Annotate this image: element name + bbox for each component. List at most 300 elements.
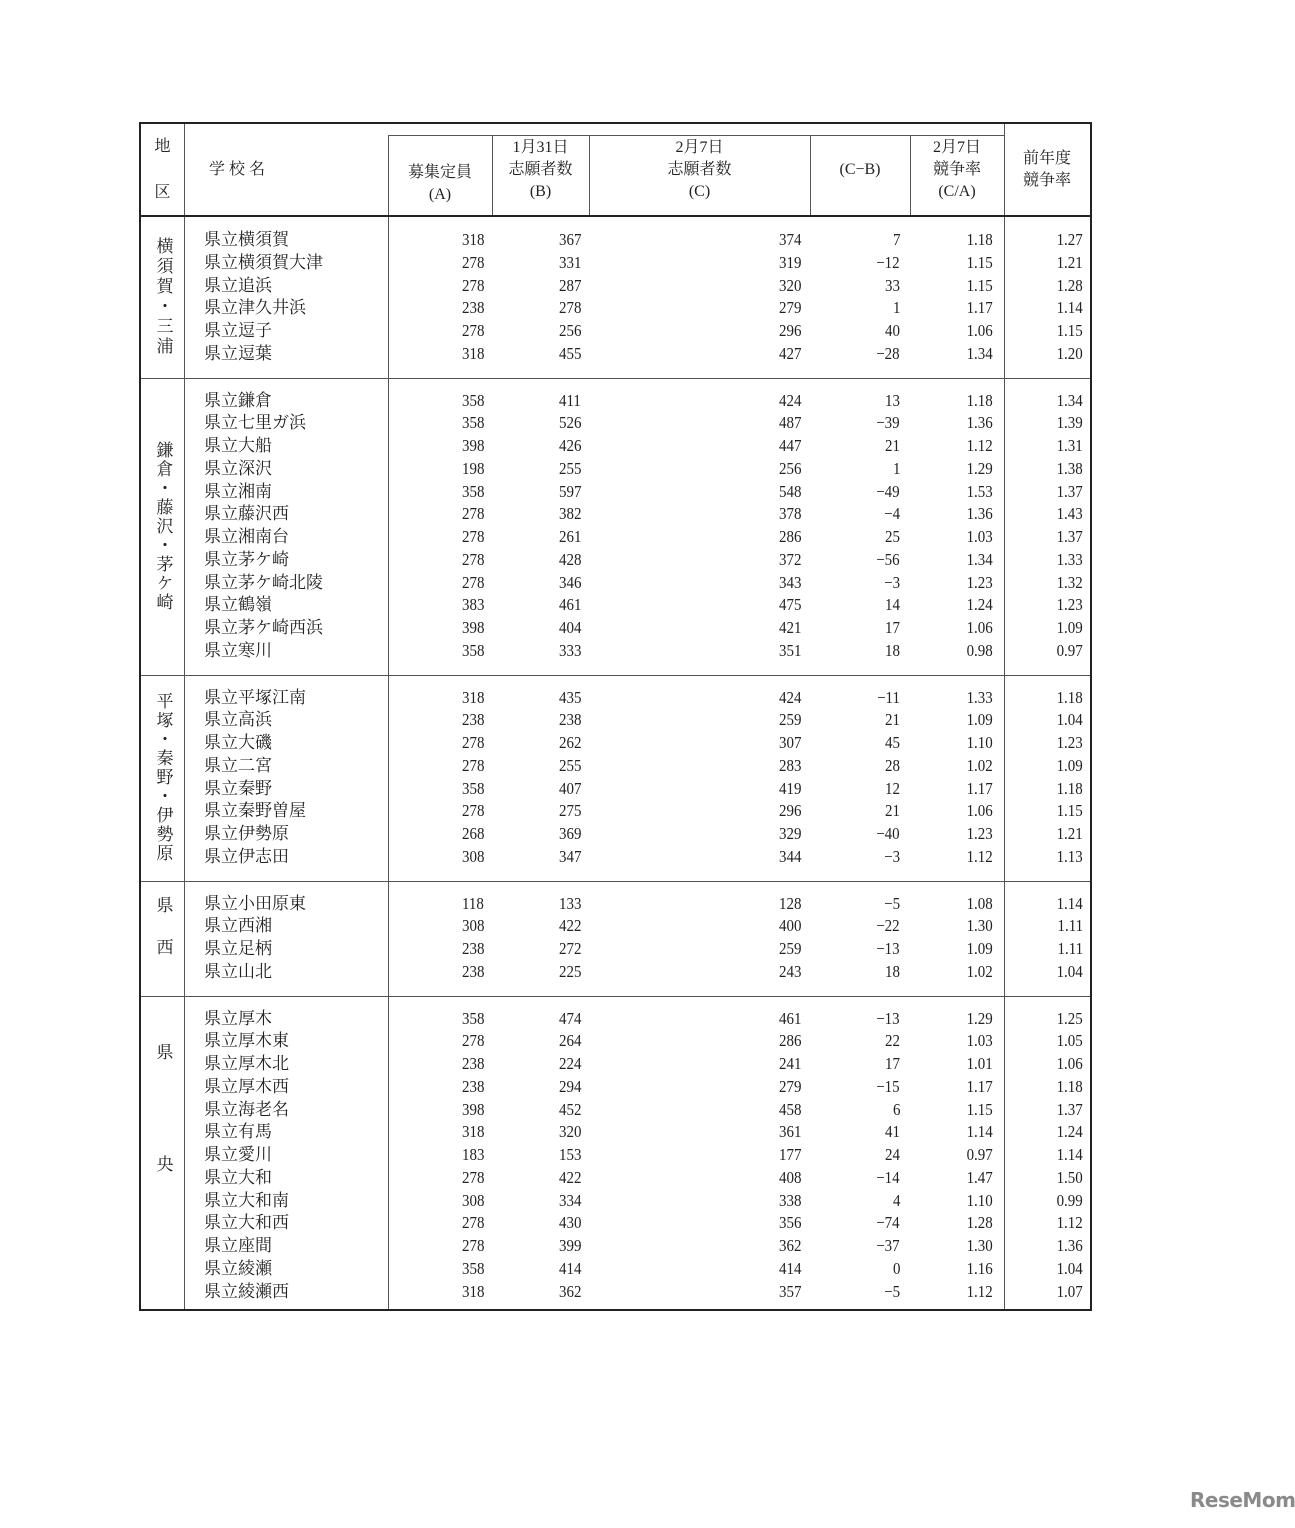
ratio-prev-year: 0.97 <box>1056 640 1083 660</box>
ratio-prev-year: 1.18 <box>1056 687 1083 707</box>
school-name: 県立西湘 <box>204 916 272 936</box>
applicants-feb7: 243 <box>778 961 801 981</box>
ratio-feb7: 0.97 <box>966 1145 993 1164</box>
capacity: 358 <box>461 778 484 798</box>
ratio-feb7: 1.02 <box>966 755 993 775</box>
applicants-jan31: 272 <box>558 939 581 958</box>
table-row <box>141 1258 1090 1281</box>
divider <box>492 135 493 216</box>
ratio-feb7: 1.17 <box>966 778 993 798</box>
ratio-feb7: 1.15 <box>966 252 993 272</box>
applicants-jan31: 428 <box>558 549 581 569</box>
difference: 7 <box>892 230 900 249</box>
school-name: 県立秦野 <box>204 778 272 798</box>
applicants-feb7: 421 <box>778 618 801 637</box>
ratio-feb7: 1.15 <box>966 275 993 295</box>
applicants-feb7: 419 <box>778 778 801 798</box>
ratio-feb7: 1.14 <box>966 1122 993 1142</box>
applicants-feb7: 177 <box>778 1145 801 1164</box>
capacity: 318 <box>461 343 484 363</box>
school-name: 県立茅ケ崎西浜 <box>204 618 323 637</box>
difference: −3 <box>884 572 900 592</box>
applicants-feb7: 259 <box>778 710 801 730</box>
applicants-feb7: 374 <box>778 230 801 249</box>
difference: 41 <box>885 1122 900 1142</box>
applicants-feb7: 307 <box>778 733 801 752</box>
table-row <box>141 709 1090 732</box>
header-e-line: 2月7日 <box>932 139 981 156</box>
applicants-jan31: 452 <box>558 1099 581 1119</box>
applicants-jan31: 294 <box>558 1076 581 1096</box>
school-name: 県立大磯 <box>204 733 272 752</box>
school-name: 県立茅ケ崎北陵 <box>204 572 323 592</box>
ratio-feb7: 1.02 <box>966 961 993 981</box>
ratio-prev-year: 1.09 <box>1056 755 1083 775</box>
school-name: 県立足柄 <box>204 939 272 958</box>
header-a-line: 募集定員 <box>407 164 472 181</box>
difference: −28 <box>876 343 900 363</box>
ratio-feb7: 1.24 <box>966 595 993 615</box>
divider <box>810 135 811 216</box>
ratio-prev-year: 1.27 <box>1056 230 1083 249</box>
ratio-prev-year: 1.23 <box>1056 733 1083 752</box>
table-row <box>141 275 1090 298</box>
applicants-feb7: 286 <box>778 1031 801 1051</box>
ratio-feb7: 1.12 <box>966 846 993 866</box>
ratio-prev-year: 1.04 <box>1056 961 1083 981</box>
header-f <box>1004 124 1090 216</box>
ratio-prev-year: 1.32 <box>1056 572 1083 592</box>
ratio-feb7: 1.23 <box>966 824 993 843</box>
school-name: 県立綾瀬西 <box>204 1281 289 1301</box>
school-name: 県立湘南 <box>204 481 272 501</box>
applicants-jan31: 435 <box>558 687 581 707</box>
ratio-prev-year: 1.50 <box>1056 1167 1083 1187</box>
applicants-feb7: 329 <box>778 824 801 843</box>
school-name: 県立横須賀大津 <box>204 252 323 272</box>
applicants-feb7: 256 <box>778 458 801 478</box>
school-name: 県立追浜 <box>204 275 272 295</box>
difference: −13 <box>876 1008 900 1028</box>
table-row <box>141 938 1090 961</box>
ratio-feb7: 1.12 <box>966 1281 993 1301</box>
region-label: 県西 <box>153 896 173 980</box>
ratio-prev-year: 1.36 <box>1056 1236 1083 1255</box>
ratio-feb7: 1.17 <box>966 1076 993 1096</box>
ratio-feb7: 1.30 <box>966 916 993 936</box>
capacity: 358 <box>461 1258 484 1278</box>
applicants-feb7: 424 <box>778 687 801 707</box>
difference: 21 <box>885 436 900 455</box>
capacity: 278 <box>461 527 484 546</box>
applicants-jan31: 407 <box>558 778 581 798</box>
difference: −49 <box>876 481 900 501</box>
header-e-line: 競争率 <box>932 161 981 178</box>
ratio-prev-year: 1.24 <box>1056 1122 1083 1142</box>
difference: −13 <box>876 939 900 958</box>
ratio-feb7: 1.18 <box>966 230 993 249</box>
school-name: 県立逗子 <box>204 321 272 340</box>
divider <box>589 135 590 216</box>
ratio-prev-year: 1.11 <box>1057 916 1083 936</box>
difference: −4 <box>884 504 900 524</box>
table-row <box>141 1008 1090 1031</box>
ratio-prev-year: 1.13 <box>1056 846 1083 866</box>
region-label: 横須賀・三浦 <box>153 237 173 358</box>
applicants-feb7: 475 <box>778 595 801 615</box>
school-name: 県立二宮 <box>204 755 272 775</box>
ratio-prev-year: 1.33 <box>1056 549 1083 569</box>
table-row <box>141 640 1090 663</box>
school-name: 県立座間 <box>204 1236 272 1255</box>
ratio-feb7: 1.36 <box>966 504 993 524</box>
applicants-feb7: 378 <box>778 504 801 524</box>
ratio-feb7: 1.10 <box>966 733 993 752</box>
capacity: 318 <box>461 1122 484 1142</box>
ratio-prev-year: 1.37 <box>1056 1099 1083 1119</box>
applicants-feb7: 296 <box>778 321 801 340</box>
capacity: 278 <box>461 755 484 775</box>
difference: 17 <box>885 618 900 637</box>
capacity: 278 <box>461 733 484 752</box>
header-f-line: 前年度 <box>1022 150 1071 167</box>
applicants-feb7: 447 <box>778 436 801 455</box>
applicants-jan31: 455 <box>558 343 581 363</box>
applicants-jan31: 278 <box>558 298 581 318</box>
ratio-feb7: 1.34 <box>966 549 993 569</box>
capacity: 308 <box>461 1190 484 1210</box>
ratio-prev-year: 1.18 <box>1056 1076 1083 1096</box>
school-name: 県立茅ケ崎 <box>204 549 289 569</box>
school-name: 県立高浜 <box>204 710 272 730</box>
table-row <box>141 732 1090 755</box>
school-name: 県立平塚江南 <box>204 687 306 707</box>
ratio-prev-year: 1.14 <box>1056 298 1083 318</box>
applicants-jan31: 255 <box>558 458 581 478</box>
ratio-prev-year: 1.04 <box>1056 710 1083 730</box>
table-row <box>141 229 1090 252</box>
ratio-feb7: 1.06 <box>966 801 993 821</box>
applicants-feb7: 362 <box>778 1236 801 1255</box>
ratio-prev-year: 1.21 <box>1056 252 1083 272</box>
applicants-feb7: 487 <box>778 413 801 433</box>
capacity: 278 <box>461 1031 484 1051</box>
ratio-feb7: 1.15 <box>966 1099 993 1119</box>
header-region-line: 区 <box>154 184 171 201</box>
applicants-jan31: 255 <box>558 755 581 775</box>
school-name: 県立七里ガ浜 <box>204 413 306 433</box>
capacity: 358 <box>461 390 484 410</box>
school-name: 県立湘南台 <box>204 527 289 546</box>
school-name: 県立愛川 <box>204 1145 272 1164</box>
ratio-prev-year: 1.07 <box>1056 1281 1083 1301</box>
region-section <box>141 675 1090 881</box>
school-name: 県立厚木北 <box>204 1054 289 1073</box>
applicants-jan31: 333 <box>558 640 581 660</box>
table-row <box>141 549 1090 572</box>
divider <box>388 135 1004 136</box>
difference: −37 <box>876 1236 900 1255</box>
applicants-feb7: 424 <box>778 390 801 410</box>
region-label: 鎌倉・藤沢・茅ケ崎 <box>153 440 173 612</box>
table-row <box>141 823 1090 846</box>
capacity: 278 <box>461 275 484 295</box>
applicants-jan31: 430 <box>558 1213 581 1233</box>
applicants-feb7: 241 <box>778 1054 801 1073</box>
school-name: 県立津久井浜 <box>204 298 306 318</box>
school-name: 県立大和西 <box>204 1213 289 1233</box>
difference: 33 <box>885 275 900 295</box>
ratio-feb7: 1.12 <box>966 436 993 455</box>
table-row <box>141 846 1090 869</box>
ratio-feb7: 1.16 <box>966 1258 993 1278</box>
table-row <box>141 297 1090 320</box>
table-row <box>141 390 1090 413</box>
ratio-prev-year: 1.06 <box>1056 1054 1083 1073</box>
difference: −12 <box>876 252 900 272</box>
capacity: 358 <box>461 640 484 660</box>
applicants-feb7: 283 <box>778 755 801 775</box>
header-school-label: 学 校 名 <box>209 161 266 178</box>
header-e <box>910 124 1004 216</box>
applicants-jan31: 526 <box>558 413 581 433</box>
table-row <box>141 458 1090 481</box>
school-name: 県立伊勢原 <box>204 824 289 843</box>
applicants-jan31: 346 <box>558 572 581 592</box>
school-name: 県立厚木 <box>204 1008 272 1028</box>
applicants-feb7: 357 <box>778 1281 801 1301</box>
table-row <box>141 572 1090 595</box>
difference: 0 <box>892 1258 900 1278</box>
difference: 25 <box>885 527 900 546</box>
difference: 24 <box>885 1145 900 1164</box>
ratio-feb7: 1.53 <box>966 481 993 501</box>
difference: 40 <box>885 321 900 340</box>
capacity: 318 <box>461 230 484 249</box>
applicants-feb7: 414 <box>778 1258 801 1278</box>
applicants-jan31: 262 <box>558 733 581 752</box>
school-name: 県立大和 <box>204 1167 272 1187</box>
capacity: 183 <box>461 1145 484 1164</box>
school-name: 県立海老名 <box>204 1099 289 1119</box>
difference: 14 <box>885 595 900 615</box>
region-section <box>141 217 1090 378</box>
ratio-feb7: 1.47 <box>966 1167 993 1187</box>
ratio-feb7: 1.10 <box>966 1190 993 1210</box>
ratio-prev-year: 1.37 <box>1056 481 1083 501</box>
capacity: 278 <box>461 1167 484 1187</box>
ratio-feb7: 1.29 <box>966 1008 993 1028</box>
applicants-feb7: 400 <box>778 916 801 936</box>
applicant-ratio-table <box>139 122 1092 1311</box>
applicants-jan31: 367 <box>558 230 581 249</box>
ratio-prev-year: 1.04 <box>1056 1258 1083 1278</box>
school-name: 県立鎌倉 <box>204 390 272 410</box>
difference: 18 <box>885 961 900 981</box>
school-name: 県立大和南 <box>204 1190 289 1210</box>
ratio-feb7: 1.03 <box>966 527 993 546</box>
difference: 28 <box>885 755 900 775</box>
capacity: 383 <box>461 595 484 615</box>
applicants-feb7: 296 <box>778 801 801 821</box>
capacity: 278 <box>461 801 484 821</box>
school-name: 県立伊志田 <box>204 846 289 866</box>
ratio-prev-year: 1.23 <box>1056 595 1083 615</box>
applicants-feb7: 344 <box>778 846 801 866</box>
table-row <box>141 320 1090 343</box>
header-region <box>141 124 184 216</box>
ratio-feb7: 1.08 <box>966 893 993 913</box>
applicants-jan31: 334 <box>558 1190 581 1210</box>
difference: 4 <box>892 1190 900 1210</box>
applicants-feb7: 372 <box>778 549 801 569</box>
applicants-feb7: 320 <box>778 275 801 295</box>
header-b <box>492 124 589 216</box>
applicants-jan31: 331 <box>558 252 581 272</box>
applicants-feb7: 408 <box>778 1167 801 1187</box>
difference: −39 <box>876 413 900 433</box>
header-school <box>184 124 388 216</box>
applicants-feb7: 279 <box>778 1076 801 1096</box>
table-row <box>141 481 1090 504</box>
capacity: 398 <box>461 436 484 455</box>
school-name: 県立厚木西 <box>204 1076 289 1096</box>
ratio-feb7: 0.98 <box>966 640 993 660</box>
school-name: 県立綾瀬 <box>204 1258 272 1278</box>
applicants-feb7: 279 <box>778 298 801 318</box>
header-f-line: 競争率 <box>1022 172 1071 189</box>
ratio-feb7: 1.29 <box>966 458 993 478</box>
difference: −74 <box>876 1213 900 1233</box>
applicants-jan31: 347 <box>558 846 581 866</box>
header-c <box>589 124 810 216</box>
applicants-feb7: 338 <box>778 1190 801 1210</box>
ratio-feb7: 1.06 <box>966 321 993 340</box>
ratio-prev-year: 1.20 <box>1056 343 1083 363</box>
difference: −5 <box>884 1281 900 1301</box>
resemom-watermark-logo: ReseMom <box>1190 1488 1295 1512</box>
applicants-jan31: 411 <box>559 390 581 410</box>
capacity: 238 <box>461 961 484 981</box>
header-region-line: 地 <box>154 138 171 155</box>
school-name: 県立小田原東 <box>204 893 306 913</box>
header-d-line: (C−B) <box>839 161 881 178</box>
difference: 13 <box>885 390 900 410</box>
capacity: 278 <box>461 1213 484 1233</box>
applicants-jan31: 287 <box>558 275 581 295</box>
school-name: 県立厚木東 <box>204 1031 289 1051</box>
capacity: 358 <box>461 481 484 501</box>
header-c-line: (C) <box>688 183 711 200</box>
header-e-line: (C/A) <box>938 183 976 200</box>
difference: −15 <box>876 1076 900 1096</box>
capacity: 398 <box>461 618 484 637</box>
header-c-line: 2月7日 <box>675 139 724 156</box>
divider <box>910 135 911 216</box>
ratio-feb7: 1.23 <box>966 572 993 592</box>
region-section <box>141 881 1090 996</box>
table-row <box>141 435 1090 458</box>
header-d <box>810 124 910 216</box>
table-row <box>141 1281 1090 1304</box>
difference: −14 <box>876 1167 900 1187</box>
ratio-prev-year: 1.15 <box>1056 321 1083 340</box>
capacity: 278 <box>461 504 484 524</box>
region-label: 平塚・秦野・伊勢原 <box>153 692 173 863</box>
capacity: 398 <box>461 1099 484 1119</box>
ratio-prev-year: 1.34 <box>1056 390 1083 410</box>
region-section <box>141 996 1090 1316</box>
ratio-feb7: 1.09 <box>966 939 993 958</box>
school-name: 県立鶴嶺 <box>204 595 272 615</box>
difference: 12 <box>885 778 900 798</box>
table-row <box>141 778 1090 801</box>
table-row <box>141 1030 1090 1053</box>
difference: −5 <box>884 893 900 913</box>
ratio-prev-year: 1.12 <box>1056 1213 1083 1233</box>
applicants-jan31: 225 <box>558 961 581 981</box>
capacity: 278 <box>461 321 484 340</box>
table-row <box>141 961 1090 984</box>
ratio-prev-year: 1.14 <box>1056 1145 1083 1164</box>
applicants-jan31: 422 <box>558 1167 581 1187</box>
capacity: 278 <box>461 572 484 592</box>
ratio-feb7: 1.28 <box>966 1213 993 1233</box>
applicants-feb7: 351 <box>778 640 801 660</box>
applicants-jan31: 399 <box>558 1236 581 1255</box>
school-name: 県立秦野曽屋 <box>204 801 306 821</box>
ratio-prev-year: 1.14 <box>1056 893 1083 913</box>
table-row <box>141 687 1090 710</box>
applicants-jan31: 264 <box>558 1031 581 1051</box>
ratio-prev-year: 1.09 <box>1056 618 1083 637</box>
school-name: 県立寒川 <box>204 640 272 660</box>
ratio-feb7: 1.34 <box>966 343 993 363</box>
school-name: 県立有馬 <box>204 1122 272 1142</box>
header-b-line: 1月31日 <box>512 139 569 156</box>
table-row <box>141 1121 1090 1144</box>
applicants-feb7: 361 <box>778 1122 801 1142</box>
applicants-feb7: 343 <box>778 572 801 592</box>
difference: −22 <box>876 916 900 936</box>
school-name: 県立深沢 <box>204 458 272 478</box>
capacity: 198 <box>461 458 484 478</box>
applicants-jan31: 474 <box>558 1008 581 1028</box>
ratio-prev-year: 1.31 <box>1056 436 1083 455</box>
school-name: 県立横須賀 <box>204 230 289 249</box>
capacity: 278 <box>461 1236 484 1255</box>
difference: 22 <box>885 1031 900 1051</box>
ratio-feb7: 1.01 <box>966 1054 993 1073</box>
header-b-line: (B) <box>529 183 552 200</box>
table-row <box>141 1190 1090 1213</box>
applicants-feb7: 458 <box>778 1099 801 1119</box>
header-b-line: 志願者数 <box>508 161 573 178</box>
ratio-prev-year: 1.37 <box>1056 527 1083 546</box>
ratio-feb7: 1.09 <box>966 710 993 730</box>
table-row <box>141 526 1090 549</box>
ratio-feb7: 1.18 <box>966 390 993 410</box>
table-row <box>141 412 1090 435</box>
difference: 21 <box>885 801 900 821</box>
table-row <box>141 1167 1090 1190</box>
applicants-jan31: 362 <box>558 1281 581 1301</box>
applicants-feb7: 356 <box>778 1213 801 1233</box>
ratio-prev-year: 1.18 <box>1056 778 1083 798</box>
ratio-prev-year: 1.39 <box>1056 413 1083 433</box>
ratio-feb7: 1.30 <box>966 1236 993 1255</box>
applicants-feb7: 548 <box>778 481 801 501</box>
